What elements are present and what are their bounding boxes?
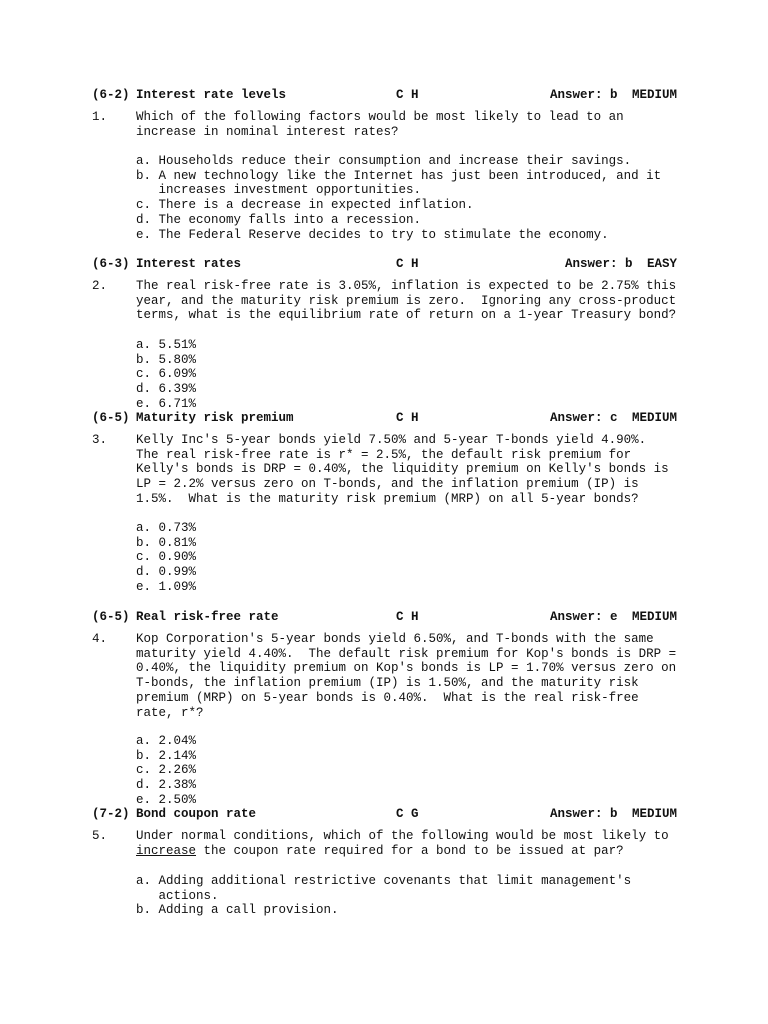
answer-option: b. 2.14% (136, 748, 197, 763)
answer-key: Answer: b (550, 807, 618, 821)
answer-option: b. A new technology like the Internet has just been introduced, and it (136, 168, 662, 183)
question-topic: Real risk-free rate (136, 610, 279, 624)
difficulty-badge: MEDIUM (632, 610, 678, 624)
question-stem-line: Kop Corporation's 5-year bonds yield 6.50%, and T-bonds with the same (136, 632, 654, 646)
question-stem-line: rate, r*? (136, 705, 204, 720)
answer-option: a. 5.51% (136, 338, 197, 352)
answer-option: e. 6.71% (136, 396, 197, 411)
question-stem-line: Under normal conditions, which of the following would be most likely to (136, 829, 669, 843)
question-stem-line: T-bonds, the inflation premium (IP) is 1.50%, and the maturity risk (136, 676, 639, 691)
question-stem-line: The real risk-free rate is r* = 2.5%, the default risk premium for (136, 447, 632, 462)
question-stem-line: increase in nominal interest rates? (136, 124, 399, 139)
answer-key: Answer: b (550, 88, 618, 102)
question-code: (6-2) (92, 88, 130, 102)
question-type: C H (396, 257, 419, 271)
question-stem-line: The real risk-free rate is 3.05%, inflation is expected to be 2.75% this (136, 279, 677, 293)
answer-option: a. 0.73% (136, 521, 197, 535)
answer-key: Answer: b (565, 257, 633, 271)
question-code: (6-3) (92, 257, 130, 271)
answer-option: c. 0.90% (136, 550, 197, 565)
answer-option: a. Adding additional restrictive covenants that limit management's (136, 874, 632, 888)
question-stem-line: terms, what is the equilibrium rate of return on a 1-year Treasury bond? (136, 308, 677, 323)
emphasis-underline: increase (136, 843, 197, 858)
answer-option: e. 1.09% (136, 579, 197, 594)
answer-option: b. Adding a call provision. (136, 903, 339, 918)
question-type: C H (396, 88, 419, 102)
question-number: 1. (92, 110, 108, 124)
question-code: (7-2) (92, 807, 130, 821)
answer-option: c. 6.09% (136, 367, 197, 382)
answer-option: b. 0.81% (136, 535, 197, 550)
question-stem-line: Kelly Inc's 5-year bonds yield 7.50% and 5-year T-bonds yield 4.90%. (136, 433, 647, 447)
question-topic: Bond coupon rate (136, 807, 257, 821)
difficulty-badge: MEDIUM (632, 807, 678, 821)
question-code: (6-5) (92, 411, 130, 425)
difficulty-badge: MEDIUM (632, 88, 678, 102)
question-stem-line (136, 844, 624, 859)
answer-option: e. 2.50% (136, 792, 197, 807)
question-stem-line: Which of the following factors would be most likely to lead to an (136, 110, 624, 124)
question-type: C G (396, 807, 419, 821)
answer-option: c. There is a decrease in expected inflation. (136, 198, 474, 213)
answer-option: actions. (136, 888, 219, 903)
question-stem-line: 0.40%, the liquidity premium on Kop's bonds is LP = 1.70% versus zero on (136, 661, 677, 676)
difficulty-badge: EASY (647, 257, 678, 271)
difficulty-badge: MEDIUM (632, 411, 678, 425)
question-stem-line: Kelly's bonds is DRP = 0.40%, the liquidity premium on Kelly's bonds is (136, 462, 669, 477)
answer-key: Answer: c (550, 411, 618, 425)
answer-option: c. 2.26% (136, 763, 197, 778)
answer-option: d. The economy falls into a recession. (136, 212, 422, 227)
question-topic: Interest rate levels (136, 88, 287, 102)
question-number: 3. (92, 433, 108, 447)
question-stem-line: LP = 2.2% versus zero on T-bonds, and the inflation premium (IP) is (136, 477, 639, 492)
answer-option: d. 6.39% (136, 382, 197, 397)
question-number: 5. (92, 829, 108, 843)
question-topic: Interest rates (136, 257, 242, 271)
question-type: C H (396, 411, 419, 425)
question-number: 4. (92, 632, 108, 646)
answer-option: increases investment opportunities. (136, 183, 422, 198)
answer-option: e. The Federal Reserve decides to try to stimulate the economy. (136, 227, 609, 242)
stem-text: the coupon rate required for a bond to be issued at par? (196, 843, 624, 858)
answer-option: d. 2.38% (136, 778, 197, 793)
answer-option: d. 0.99% (136, 565, 197, 580)
answer-option: a. Households reduce their consumption and increase their savings. (136, 154, 632, 168)
question-stem-line: 1.5%. What is the maturity risk premium (MRP) on all 5-year bonds? (136, 491, 639, 506)
answer-key: Answer: e (550, 610, 618, 624)
question-type: C H (396, 610, 419, 624)
question-stem-line: year, and the maturity risk premium is zero. Ignoring any cross-product (136, 293, 677, 308)
question-code: (6-5) (92, 610, 130, 624)
question-topic: Maturity risk premium (136, 411, 294, 425)
question-number: 2. (92, 279, 108, 293)
question-stem-line: maturity yield 4.40%. The default risk premium for Kop's bonds is DRP = (136, 646, 677, 661)
question-stem-line: premium (MRP) on 5-year bonds is 0.40%. What is the real risk-free (136, 690, 639, 705)
answer-option: b. 5.80% (136, 352, 197, 367)
answer-option: a. 2.04% (136, 734, 197, 748)
